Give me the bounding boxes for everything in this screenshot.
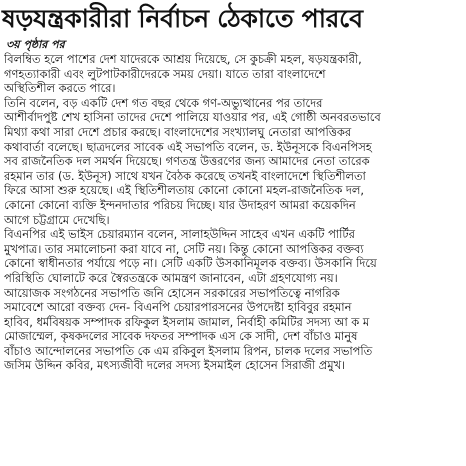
article-line: রহমান তার (ড. ইউনূস) সাথে যখন বৈঠক করেছে তখনই বাংলাদেশে স্থিতিশীলতা [4, 168, 366, 183]
article-line: পরিস্থিতি ঘোলাটে করে স্বৈরতন্ত্রকে আমন্ত্রণ জানাবেন, এটা গ্রহণযোগ্য নয়। [4, 270, 338, 285]
article-line: বাঁচাও আন্দোলনের সভাপতি কে এম রকিবুল ইসলাম রিপন, চালক দলের সভাপতি [4, 343, 373, 358]
article-body [4, 52, 462, 373]
article-line: জসিম উদ্দিন কবির, মৎস্যজীবী দলের সদস্য ইসমাইল হোসেন সিরাজী প্রমুখ। [4, 358, 346, 373]
article-line: ফিরে আসা শুরু হয়েছে। এই স্থিতিশীলতায় কোনো কোনো মহল-রাজনৈতিক দল, [4, 183, 364, 198]
article-line: তিনি বলেন, বড় একটি দেশ গত বছর থেকে গণ-অভ্যুত্থানের পর তাদের [4, 95, 323, 110]
article-line: অস্থিতিশীল করতে পারে। [4, 81, 116, 96]
article-line: আগে চট্টগ্রামে দেখেছি। [4, 212, 110, 227]
article-line: গণহত্যাকারী এবং লুটপাটকারীদেরকে সময় দেয়া। যাতে তারা বাংলাদেশে [4, 66, 326, 81]
article-line: বিলম্বিত হলে পাশের দেশ যাদেরকে আশ্রয় দিয়েছে, সে কুচক্রী মহল, ষড়যন্ত্রকারী, [4, 52, 362, 66]
article-line: কোনো কোনো ব্যক্তি ইন্দনদাতার পরিচয় দিচ্ছে। যার উদাহরণ আমরা কয়েকদিন [4, 197, 356, 212]
continued-from-label: ৩য় পৃষ্ঠার পর [6, 38, 65, 51]
article-line: মোজাম্মেল, কৃষকদলের সাবেক দফতর সম্পাদক এস কে সাদী, দেশ বাঁচাও মানুষ [4, 329, 358, 344]
article-headline: ষড়যন্ত্রকারীরা নির্বাচন ঠেকাতে পারবে [2, 4, 363, 33]
article-line: আশীর্বাদপুষ্ট শেখ হাসিনা তাদের দেশে পালিয়ে যাওয়ার পর, এই গোষ্ঠী অনবরতভাবে [4, 110, 381, 125]
article-line: মিথ্যা কথা সারা দেশে প্রচার করছে। বাংলাদেশের সংখ্যালঘু নেতারা আপত্তিকর [4, 124, 352, 139]
article-line: হাবিব, ধর্মবিষয়ক সম্পাদক রফিকুল ইসলাম জামাল, নির্বাহী কমিটির সদস্য আ ক ম [4, 314, 370, 329]
article-line: মুখপাত্র। তার সমালোচনা করা যাবে না, সেটি নয়। কিন্তু কোনো আপত্তিকর বক্তব্য [4, 241, 364, 256]
article-line: কথাবার্তা বলেছে। ছাত্রদলের সাবেক এই সভাপতি বলেন, ড. ইউনূসকে বিএনপিসহ [4, 139, 372, 154]
article-line: কোনো স্বাধীনতার পর্যায়ে পড়ে না। সেটি একটি উসকানিমূলক বক্তব্য। উসকানি দিয়ে [4, 256, 377, 271]
article-line: আয়োজক সংগঠনের সভাপতি জনি হোসেন সরকারের সভাপতিত্বে নাগরিক [4, 285, 340, 300]
article-line: সমাবেশে আরো বক্তব্য দেন- বিএনপি চেয়ারপারসনের উপদেষ্টা হাবিবুর রহমান [4, 300, 352, 315]
article-line: সব রাজনৈতিক দল সমর্থন দিয়েছে। গণতন্ত্র উত্তরণের জন্য আমাদের নেতা তারেক [4, 154, 370, 169]
article-line: বিএনপির এই ভাইস চেয়ারম্যান বলেন, সালাহউদ্দিন সাহেব এখন একটি পার্টির [4, 227, 355, 242]
